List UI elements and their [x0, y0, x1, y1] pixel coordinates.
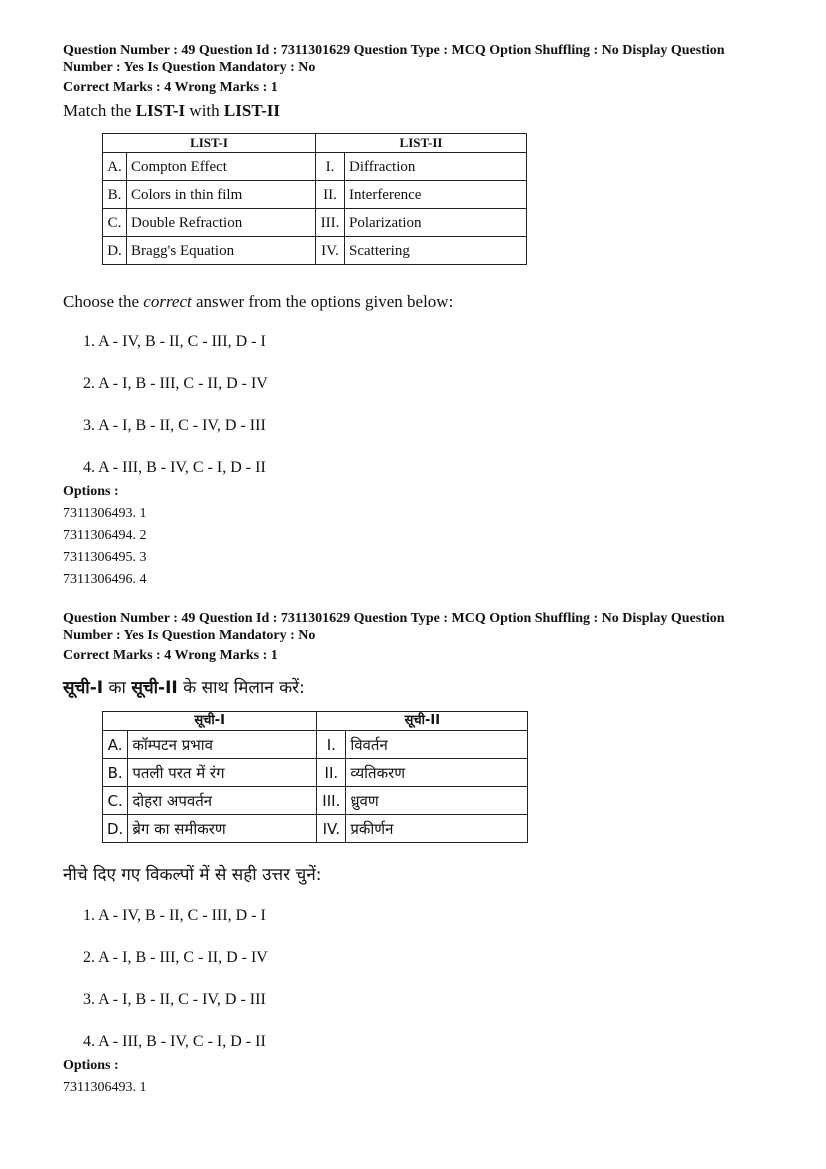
question-meta-line: Number : Yes Is Question Mandatory : No: [63, 628, 316, 643]
question-meta: [63, 610, 773, 644]
row-key: A.: [103, 153, 127, 181]
row-value: ब्रेग का समीकरण: [128, 815, 317, 843]
row-key: III.: [317, 787, 346, 815]
row-value: Colors in thin film: [127, 181, 316, 209]
option-id: 7311306496. 4: [63, 572, 147, 587]
question-meta-line: Question Number : 49 Question Id : 7311301629 Question Type : MCQ Option Shuffling : No Display Question: [63, 43, 725, 58]
question-meta: [63, 42, 773, 76]
row-value: विवर्तन: [346, 731, 528, 759]
choice-item: 3. A - I, B - II, C - IV, D - III: [83, 417, 266, 434]
table-row: [103, 731, 528, 759]
choice-item: 2. A - I, B - III, C - II, D - IV: [83, 375, 268, 392]
row-key: D.: [103, 815, 128, 843]
title-text: with: [185, 101, 224, 120]
table-row: [103, 237, 527, 265]
row-key: B.: [103, 181, 127, 209]
match-table: [102, 133, 527, 265]
title-list2: सूची-II: [131, 678, 178, 698]
table-header-list2: सूची-II: [317, 712, 528, 731]
row-value: प्रकीर्णन: [346, 815, 528, 843]
option-id: 7311306495. 3: [63, 550, 147, 565]
question-page: [63, 42, 773, 1096]
title-text: Match the: [63, 101, 136, 120]
prompt-text: answer from the options given below:: [191, 292, 454, 311]
options-label: Options :: [63, 1058, 119, 1073]
table-row: [103, 787, 528, 815]
title-list1: सूची-I: [63, 678, 104, 698]
choice-item: 2. A - I, B - III, C - II, D - IV: [83, 949, 268, 966]
table-row: [103, 181, 527, 209]
title-text: के साथ मिलान करें:: [177, 678, 305, 698]
row-value: व्यतिकरण: [346, 759, 528, 787]
answer-prompt: नीचे दिए गए विकल्पों में से सही उत्तर चुनें:: [63, 865, 322, 885]
row-key: A.: [103, 731, 128, 759]
table-row: [103, 815, 528, 843]
marks-info: Correct Marks : 4 Wrong Marks : 1: [63, 648, 278, 663]
table-header-row: [103, 712, 528, 731]
prompt-emphasis: correct: [143, 292, 192, 311]
match-table: [102, 711, 528, 843]
section-gap: [63, 588, 773, 610]
row-value: दोहरा अपवर्तन: [128, 787, 317, 815]
row-value: ध्रुवण: [346, 787, 528, 815]
table-header-list1: सूची-I: [103, 712, 317, 731]
table-row: [103, 209, 527, 237]
options-label: Options :: [63, 484, 119, 499]
row-value: Scattering: [345, 237, 527, 265]
row-value: Compton Effect: [127, 153, 316, 181]
choice-item: 4. A - III, B - IV, C - I, D - II: [83, 1033, 266, 1050]
table-header-list2: LIST-II: [316, 134, 527, 153]
answer-prompt: [63, 291, 773, 313]
prompt-text: Choose the: [63, 292, 144, 311]
row-value: कॉम्पटन प्रभाव: [128, 731, 317, 759]
answer-choices: [83, 331, 773, 479]
table-row: [103, 153, 527, 181]
row-key: B.: [103, 759, 128, 787]
question-title: [63, 676, 773, 700]
table-header-list1: LIST-I: [103, 134, 316, 153]
choice-item: 1. A - IV, B - II, C - III, D - I: [83, 907, 266, 924]
row-key: C.: [103, 209, 127, 237]
choice-item: 4. A - III, B - IV, C - I, D - II: [83, 459, 266, 476]
row-key: D.: [103, 237, 127, 265]
row-key: II.: [316, 181, 345, 209]
row-key: C.: [103, 787, 128, 815]
row-value: Bragg's Equation: [127, 237, 316, 265]
answer-choices: [83, 905, 773, 1053]
table-row: [103, 759, 528, 787]
row-key: II.: [317, 759, 346, 787]
row-key: IV.: [316, 237, 345, 265]
option-id: 7311306494. 2: [63, 528, 147, 543]
question-meta-line: Number : Yes Is Question Mandatory : No: [63, 60, 316, 75]
title-list2: LIST-II: [223, 101, 280, 120]
row-value: Diffraction: [345, 153, 527, 181]
row-value: Interference: [345, 181, 527, 209]
row-key: III.: [316, 209, 345, 237]
row-key: I.: [317, 731, 346, 759]
option-id: 7311306493. 1: [63, 506, 147, 521]
question-block-english: [63, 42, 773, 588]
row-key: I.: [316, 153, 345, 181]
marks-info: Correct Marks : 4 Wrong Marks : 1: [63, 80, 278, 95]
table-header-row: [103, 134, 527, 153]
row-key: IV.: [317, 815, 346, 843]
row-value: पतली परत में रंग: [128, 759, 317, 787]
question-title: [63, 100, 773, 122]
choice-item: 1. A - IV, B - II, C - III, D - I: [83, 333, 266, 350]
question-meta-line: Question Number : 49 Question Id : 7311301629 Question Type : MCQ Option Shuffling : No Display Question: [63, 611, 725, 626]
title-list1: LIST-I: [135, 101, 186, 120]
choice-item: 3. A - I, B - II, C - IV, D - III: [83, 991, 266, 1008]
title-text: का: [103, 678, 132, 698]
row-value: Double Refraction: [127, 209, 316, 237]
question-block-hindi: [63, 610, 773, 1096]
option-id: 7311306493. 1: [63, 1080, 147, 1095]
row-value: Polarization: [345, 209, 527, 237]
